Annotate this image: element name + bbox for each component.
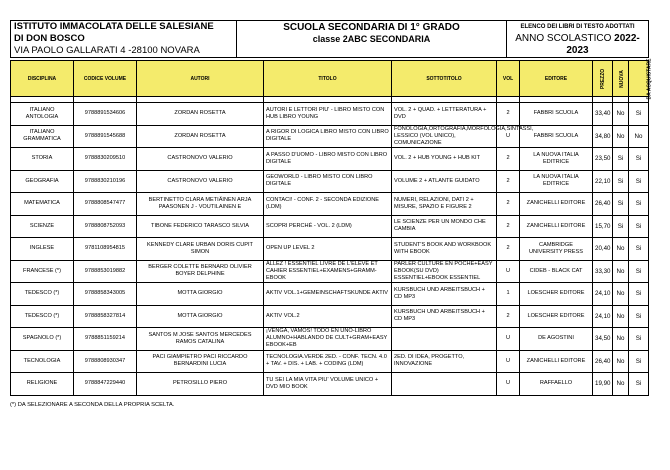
book-list-sheet bbox=[10, 20, 653, 408]
cell-titolo: ¡VENGA, VAMOS! TODO EN UNO-LIBRO ALUMNO+HABLANDO DE CULT+GRAM+EASY EBOOK+EB bbox=[264, 328, 392, 351]
school-year-label: ANNO SCOLASTICO bbox=[515, 33, 612, 44]
cell-prezzo: 33,30 bbox=[593, 260, 613, 283]
table-row bbox=[11, 328, 649, 351]
col-codice: CODICE VOLUME bbox=[74, 61, 137, 97]
cell-editore: LA NUOVA ITALIA EDITRICE bbox=[520, 170, 593, 193]
cell-autori: BERTINETTO CLARA METIÄINEN ARJA PAASONEN J - VOUTILAINEN E bbox=[137, 193, 264, 216]
cell-disciplina: FRANCESE (*) bbox=[11, 260, 74, 283]
cell-prezzo: 34,80 bbox=[593, 125, 613, 148]
cell-titolo: AKTIV VOL.1+GEMEINSCHAFTSKUNDE AKTIV bbox=[264, 283, 392, 306]
cell-disciplina: GEOGRAFIA bbox=[11, 170, 74, 193]
col-sottotitolo: SOTTOTITOLO bbox=[392, 61, 497, 97]
cell-disciplina: MATEMATICA bbox=[11, 193, 74, 216]
cell-sottotitolo: LE SCIENZE PER UN MONDO CHE CAMBIA bbox=[392, 215, 497, 238]
cell-codice: 9788830210196 bbox=[74, 170, 137, 193]
cell-acquistare: Si bbox=[629, 148, 649, 171]
col-nuova: NUOVA bbox=[613, 61, 629, 97]
cell-autori: ZORDAN ROSETTA bbox=[137, 125, 264, 148]
cell-titolo: OPEN UP LEVEL 2 bbox=[264, 238, 392, 261]
cell-acquistare: Si bbox=[629, 305, 649, 328]
cell-titolo: SCOPRI PERCHÉ - VOL. 2 (LDM) bbox=[264, 215, 392, 238]
table-row bbox=[11, 193, 649, 216]
cell-sottotitolo: PARLER CULTURE EN POCHE+EASY EBOOK(SU DVD) ESSENTIEL+EBOOK ESSENTIEL bbox=[392, 260, 497, 283]
cell-acquistare: Si bbox=[629, 350, 649, 373]
year-info bbox=[507, 21, 649, 58]
cell-editore: LA NUOVA ITALIA EDITRICE bbox=[520, 148, 593, 171]
cell-prezzo: 26,40 bbox=[593, 193, 613, 216]
cell-autori: MOTTA GIORGIO bbox=[137, 283, 264, 306]
cell-nuova: Si bbox=[613, 170, 629, 193]
cell-editore: LOESCHER EDITORE bbox=[520, 283, 593, 306]
cell-sottotitolo: NUMERI, RELAZIONI, DATI 2 + MISURE, SPAZIO E FIGURE 2 bbox=[392, 193, 497, 216]
school-year bbox=[510, 33, 645, 57]
cell-prezzo: 24,10 bbox=[593, 283, 613, 306]
cell-editore: RAFFAELLO bbox=[520, 373, 593, 396]
cell-prezzo: 34,50 bbox=[593, 328, 613, 351]
table-row bbox=[11, 148, 649, 171]
cell-nuova: No bbox=[613, 283, 629, 306]
cell-acquistare: Si bbox=[629, 103, 649, 126]
cell-vol: 2 bbox=[497, 148, 520, 171]
cell-vol: 2 bbox=[497, 193, 520, 216]
cell-acquistare: Si bbox=[629, 283, 649, 306]
cell-vol: 2 bbox=[497, 215, 520, 238]
cell-editore: FABBRI SCUOLA bbox=[520, 125, 593, 148]
cell-disciplina: SPAGNOLO (*) bbox=[11, 328, 74, 351]
cell-autori: KENNEDY CLARE URBAN DORIS CUPIT SIMON bbox=[137, 238, 264, 261]
cell-editore: CIDEB - BLACK CAT bbox=[520, 260, 593, 283]
cell-acquistare: Si bbox=[629, 238, 649, 261]
cell-codice: 9788808930347 bbox=[74, 350, 137, 373]
footnote: (*) DA SELEZIONARE A SECONDA DELLA PROPRIA SCELTA. bbox=[10, 401, 175, 408]
cell-prezzo: 26,40 bbox=[593, 350, 613, 373]
cell-codice: 9788853019882 bbox=[74, 260, 137, 283]
cell-vol: U bbox=[497, 260, 520, 283]
class-info bbox=[237, 21, 507, 58]
cell-titolo: ALLEZ ! ESSENTIEL LIVRE DE L'ÉLÈVE ET CAHIER ESSENTIEL+EXAMENS+GRAMM-EBOOK bbox=[264, 260, 392, 283]
cell-sottotitolo: VOL. 2 + QUAD. + LETTERATURA + DVD bbox=[392, 103, 497, 126]
cell-autori: PETROSILLO PIERO bbox=[137, 373, 264, 396]
cell-autori: PACI GIAMPIETRO PACI RICCARDO BERNARDINI LUCIA bbox=[137, 350, 264, 373]
cell-nuova: Si bbox=[613, 215, 629, 238]
cell-acquistare: Si bbox=[629, 170, 649, 193]
cell-disciplina: RELIGIONE bbox=[11, 373, 74, 396]
cell-acquistare: Si bbox=[629, 373, 649, 396]
cell-prezzo: 22,10 bbox=[593, 170, 613, 193]
school-info bbox=[11, 21, 237, 58]
cell-disciplina: INGLESE bbox=[11, 238, 74, 261]
cell-sottotitolo: 2ED. DI IDEA, PROGETTO, INNOVAZIONE bbox=[392, 350, 497, 373]
cell-autori: ZORDAN ROSETTA bbox=[137, 103, 264, 126]
cell-codice: 9788808547477 bbox=[74, 193, 137, 216]
cell-nuova: No bbox=[613, 350, 629, 373]
cell-acquistare: No bbox=[629, 125, 649, 148]
cell-editore: FABBRI SCUOLA bbox=[520, 103, 593, 126]
cell-codice: 9788851159214 bbox=[74, 328, 137, 351]
cell-nuova: No bbox=[613, 373, 629, 396]
table-row bbox=[11, 125, 649, 148]
table-row bbox=[11, 103, 649, 126]
cell-titolo: TECNOLOGIA.VERDE 2ED. - CONF. TECN. 4.0 + TAV. + DIS. + LAB. + CODING (LDM) bbox=[264, 350, 392, 373]
col-titolo: TITOLO bbox=[264, 61, 392, 97]
cell-disciplina: TECNOLOGIA bbox=[11, 350, 74, 373]
cell-nuova: Si bbox=[613, 193, 629, 216]
school-year-value: 2022-2023 bbox=[566, 33, 640, 56]
cell-disciplina: ITALIANO GRAMMATICA bbox=[11, 125, 74, 148]
cell-editore: CAMBRIDGE UNIVERSITY PRESS bbox=[520, 238, 593, 261]
cell-editore: ZANICHELLI EDITORE bbox=[520, 350, 593, 373]
cell-sottotitolo bbox=[392, 373, 497, 396]
cell-vol: 2 bbox=[497, 305, 520, 328]
col-autori: AUTORI bbox=[137, 61, 264, 97]
cell-sottotitolo: VOL. 2 + HUB YOUNG + HUB KIT bbox=[392, 148, 497, 171]
cell-editore: ZANICHELLI EDITORE bbox=[520, 215, 593, 238]
cell-disciplina: TEDESCO (*) bbox=[11, 283, 74, 306]
cell-nuova: No bbox=[613, 260, 629, 283]
cell-sottotitolo: STUDENT'S BOOK AND WORKBOOK WITH EBOOK bbox=[392, 238, 497, 261]
cell-vol: U bbox=[497, 350, 520, 373]
cell-autori: TIBONE FEDERICO TARASCO SILVIA bbox=[137, 215, 264, 238]
cell-autori: SANTOS M JOSE SANTOS MERCEDES RAMOS CATALINA bbox=[137, 328, 264, 351]
cell-nuova: No bbox=[613, 238, 629, 261]
col-editore: EDITORE bbox=[520, 61, 593, 97]
cell-titolo: TU SEI LA MIA VITA PIU' VOLUME UNICO + DVD MIO BOOK bbox=[264, 373, 392, 396]
cell-autori: CASTRONOVO VALERIO bbox=[137, 170, 264, 193]
cell-acquistare: Si bbox=[629, 215, 649, 238]
cell-codice: 9788891545688 bbox=[74, 125, 137, 148]
table-row bbox=[11, 260, 649, 283]
cell-prezzo: 23,50 bbox=[593, 148, 613, 171]
cell-titolo: A PASSO D'UOMO - LIBRO MISTO CON LIBRO DIGITALE bbox=[264, 148, 392, 171]
class-name: classe 2ABC SECONDARIA bbox=[312, 34, 431, 44]
cell-codice: 9788858327814 bbox=[74, 305, 137, 328]
cell-acquistare: Si bbox=[629, 193, 649, 216]
header-table bbox=[10, 20, 649, 58]
cell-nuova: Si bbox=[613, 148, 629, 171]
cell-autori: CASTRONOVO VALERIO bbox=[137, 148, 264, 171]
column-header-row bbox=[11, 61, 649, 97]
cell-nuova: No bbox=[613, 305, 629, 328]
cell-titolo: GEOWORLD - LIBRO MISTO CON LIBRO DIGITALE bbox=[264, 170, 392, 193]
cell-vol: 2 bbox=[497, 238, 520, 261]
cell-titolo: AUTORI E LETTORI PIU' - LIBRO MISTO CON HUB LIBRO YOUNG bbox=[264, 103, 392, 126]
cell-acquistare: Si bbox=[629, 260, 649, 283]
table-row bbox=[11, 283, 649, 306]
cell-disciplina: ITALIANO ANTOLOGIA bbox=[11, 103, 74, 126]
cell-vol: U bbox=[497, 373, 520, 396]
table-row bbox=[11, 350, 649, 373]
cell-autori: MOTTA GIORGIO bbox=[137, 305, 264, 328]
cell-prezzo: 20,40 bbox=[593, 238, 613, 261]
cell-codice: 9788891534606 bbox=[74, 103, 137, 126]
cell-prezzo: 24,10 bbox=[593, 305, 613, 328]
cell-nuova: No bbox=[613, 125, 629, 148]
cell-sottotitolo bbox=[392, 328, 497, 351]
school-address: VIA PAOLO GALLARATI 4 -28100 NOVARA bbox=[14, 45, 200, 56]
cell-titolo: A RIGOR DI LOGICA LIBRO MISTO CON LIBRO DIGITALE bbox=[264, 125, 392, 148]
cell-sottotitolo: KURSBUCH UND ARBEITSBUCH + CD MP3 bbox=[392, 305, 497, 328]
cell-nuova: No bbox=[613, 328, 629, 351]
school-name-line2: DI DON BOSCO bbox=[14, 33, 85, 44]
cell-acquistare: Si bbox=[629, 328, 649, 351]
cell-codice: 9788847229440 bbox=[74, 373, 137, 396]
cell-vol: 2 bbox=[497, 103, 520, 126]
cell-prezzo: 33,40 bbox=[593, 103, 613, 126]
cell-editore: DE AGOSTINI bbox=[520, 328, 593, 351]
cell-disciplina: STORIA bbox=[11, 148, 74, 171]
table-row bbox=[11, 215, 649, 238]
cell-codice: 9788808752093 bbox=[74, 215, 137, 238]
cell-titolo: CONTACI! - CONF. 2 - SECONDA EDIZIONE (LDM) bbox=[264, 193, 392, 216]
cell-sottotitolo: VOLUME 2 + ATLANTE GUIDATO bbox=[392, 170, 497, 193]
cell-sottotitolo: KURSBUCH UND ARBEITSBUCH + CD MP3 bbox=[392, 283, 497, 306]
cell-prezzo: 19,90 bbox=[593, 373, 613, 396]
cell-vol: 2 bbox=[497, 170, 520, 193]
cell-autori: BERGER COLETTE BERNARD OLIVIER BOYER DELPHINE bbox=[137, 260, 264, 283]
cell-disciplina: TEDESCO (*) bbox=[11, 305, 74, 328]
cell-codice: 9781108954815 bbox=[74, 238, 137, 261]
cell-prezzo: 15,70 bbox=[593, 215, 613, 238]
col-vol: VOL bbox=[497, 61, 520, 97]
cell-editore: LOESCHER EDITORE bbox=[520, 305, 593, 328]
book-rows bbox=[11, 97, 649, 396]
col-prezzo: PREZZO bbox=[593, 61, 613, 97]
table-row bbox=[11, 238, 649, 261]
table-row bbox=[11, 170, 649, 193]
cell-editore: ZANICHELLI EDITORE bbox=[520, 193, 593, 216]
table-row bbox=[11, 305, 649, 328]
cell-sottotitolo: FONOLOGIA,ORTOGRAFIA,MORFOLOGIA,SINTASSI, LESSICO (VOL UNICO), COMUNICAZIONE bbox=[392, 125, 497, 148]
cell-codice: 9788858343005 bbox=[74, 283, 137, 306]
col-acquistare: DA ACQUISTARE bbox=[629, 61, 649, 97]
school-name-line1: ISTITUTO IMMACOLATA DELLE SALESIANE bbox=[14, 21, 214, 32]
cell-codice: 9788830209510 bbox=[74, 148, 137, 171]
cell-vol: U bbox=[497, 328, 520, 351]
col-disciplina: DISCIPLINA bbox=[11, 61, 74, 97]
cell-vol: 1 bbox=[497, 283, 520, 306]
list-title: ELENCO DEI LIBRI DI TESTO ADOTTATI bbox=[520, 24, 635, 30]
cell-nuova: No bbox=[613, 103, 629, 126]
cell-vol: U bbox=[497, 125, 520, 148]
cell-disciplina: SCIENZE bbox=[11, 215, 74, 238]
cell-titolo: AKTIV VOL.2 bbox=[264, 305, 392, 328]
book-table bbox=[10, 58, 653, 396]
school-level: SCUOLA SECONDARIA DI 1° GRADO bbox=[283, 22, 460, 33]
table-row bbox=[11, 373, 649, 396]
